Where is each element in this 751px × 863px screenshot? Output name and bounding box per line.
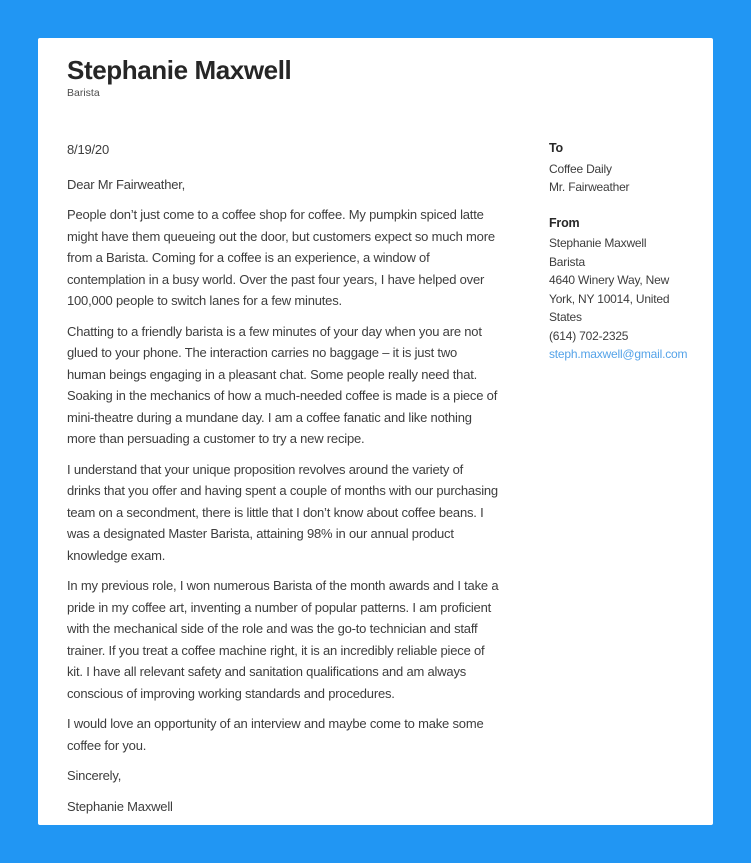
salutation: Dear Mr Fairweather, [67, 176, 186, 192]
letter-paragraph: I would love an opportunity of an interview and maybe come to make some coffee for you. [67, 716, 484, 753]
letter-paragraph: Chatting to a friendly barista is a few minutes of your day when you are not glued to your phone. The interaction carries no baggage – it is just two human beings engaging in a pleasant chat. Some people really need that. Soaking in the mechanics of how a much-needed coffee is made is a piece of mini-theatre during a mundane day. I am a coffee fanatic and like nothing more than persuading a customer to try a new recipe. [67, 323, 498, 446]
letter-paragraph: In my previous role, I won numerous Barista of the month awards and I take a pride in my coffee art, inventing a number of popular patterns. I am proficient with the mechanical side of the role and was the go-to technician and staff trainer. If you treat a coffee machine right, it is an incredibly reliable piece of kit. I have all relevant safety and sanitation qualifications and am always conscious of improving working standards and procedures. [67, 578, 499, 701]
from-section [549, 214, 697, 364]
to-heading: To [549, 141, 563, 155]
sender-name: Stephanie Maxwell [549, 236, 647, 250]
applicant-job-title: Barista [67, 87, 100, 99]
recipient-company: Coffee Daily [549, 161, 612, 176]
to-section [549, 139, 697, 197]
from-heading: From [549, 215, 580, 230]
sender-email-link[interactable]: steph.maxwell@gmail.com [549, 347, 688, 361]
signature: Stephanie Maxwell [67, 798, 173, 814]
sender-phone: (614) 702-2325 [549, 328, 629, 343]
recipient-contact: Mr. Fairweather [549, 180, 630, 194]
letter-paragraph: People don’t just come to a coffee shop for coffee. My pumpkin spiced latte might have them queueing out the door, but customers expect so much more from a Barista. Coming for a coffee is an experience, a window of contemplation in a busy world. Over the past four years, I have helped over 100,000 people to switch lanes for a few minutes. [67, 207, 495, 308]
closing: Sincerely, [67, 768, 122, 783]
contact-sidebar [549, 139, 697, 825]
cover-letter-card [38, 38, 713, 825]
letter-paragraph: I understand that your unique proposition revolves around the variety of drinks that you offer and having spent a couple of months with our purchasing team on a secondment, there is little that I don’t know about coffee beans. I was a designated Master Barista, attaining 98% in our annual product knowledge exam. [67, 461, 498, 563]
letter-date: 8/19/20 [67, 142, 109, 157]
letter-header [67, 54, 697, 99]
content-columns [67, 139, 697, 825]
sender-job-title: Barista [549, 254, 585, 269]
sender-address: 4640 Winery Way, New York, NY 10014, United States [549, 273, 670, 324]
applicant-name: Stephanie Maxwell [67, 55, 292, 85]
letter-body [67, 139, 499, 825]
